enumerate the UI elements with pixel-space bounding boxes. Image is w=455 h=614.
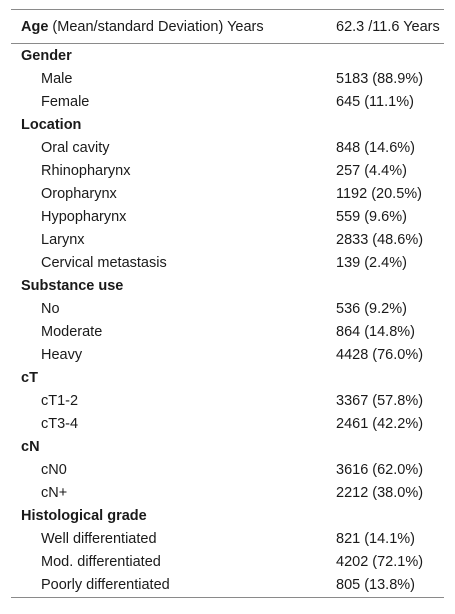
- table-body: [11, 44, 444, 598]
- row-label: Cervical metastasis: [41, 254, 167, 271]
- row-value: 139 (2.4%): [336, 254, 407, 271]
- row-value: 3616 (62.0%): [336, 461, 424, 478]
- row-value: 2212 (38.0%): [336, 484, 424, 501]
- section-row: [11, 504, 444, 527]
- row-label: Moderate: [41, 323, 103, 340]
- table-row: [11, 228, 444, 251]
- section-label: Gender: [21, 47, 72, 64]
- table-row: [11, 90, 444, 113]
- section-label: Histological grade: [21, 507, 147, 524]
- row-label: cN0: [41, 461, 67, 478]
- row-value: 5183 (88.9%): [336, 70, 424, 87]
- table-row: [11, 343, 444, 366]
- row-value: 2833 (48.6%): [336, 231, 424, 248]
- row-value: [331, 113, 444, 136]
- row-value: [331, 274, 444, 297]
- row-value: 4202 (72.1%): [336, 553, 424, 570]
- table-row: [11, 251, 444, 274]
- row-label: Female: [41, 93, 90, 110]
- table-row: [11, 573, 444, 598]
- table-row: [11, 320, 444, 343]
- row-value: 257 (4.4%): [336, 162, 407, 179]
- row-label: Larynx: [41, 231, 85, 248]
- row-value: [331, 504, 444, 527]
- row-label: Poorly differentiated: [11, 573, 331, 598]
- row-value: [331, 44, 444, 68]
- row-value: 864 (14.8%): [336, 323, 415, 340]
- row-value: [331, 435, 444, 458]
- section-label: Location: [21, 116, 82, 133]
- row-label: Mod. differentiated: [41, 553, 161, 570]
- section-row: [11, 113, 444, 136]
- row-value: 645 (11.1%): [336, 93, 414, 110]
- row-value: 536 (9.2%): [336, 300, 407, 317]
- section-row: [11, 435, 444, 458]
- section-label: Substance use: [21, 277, 124, 294]
- demographics-table-container: [11, 9, 444, 598]
- age-value-cell: 62.3 /11.6 Years: [331, 10, 444, 44]
- table-row: [11, 550, 444, 573]
- table-header: [11, 10, 444, 44]
- table-row: [11, 527, 444, 550]
- age-label-cell: [11, 10, 331, 44]
- row-label: cN+: [41, 484, 68, 501]
- section-row: [11, 44, 444, 68]
- age-label-rest: (Mean/standard Deviation) Years: [48, 18, 264, 35]
- table-row: [11, 458, 444, 481]
- row-label: No: [41, 300, 60, 317]
- row-label: Rhinopharynx: [41, 162, 131, 179]
- row-value: 848 (14.6%): [336, 139, 415, 156]
- section-label: cT: [21, 369, 38, 386]
- age-label-bold: Age: [21, 18, 49, 35]
- section-row: [11, 274, 444, 297]
- row-value: 4428 (76.0%): [336, 346, 424, 363]
- row-value: 3367 (57.8%): [336, 392, 424, 409]
- row-label: Well differentiated: [41, 530, 157, 547]
- table-row: [11, 481, 444, 504]
- row-label: Hypopharynx: [41, 208, 127, 225]
- demographics-table: [11, 9, 444, 598]
- table-row: [11, 159, 444, 182]
- table-row: [11, 297, 444, 320]
- row-value: 559 (9.6%): [336, 208, 407, 225]
- section-label: cN: [21, 438, 40, 455]
- row-label: cT1-2: [41, 392, 79, 409]
- section-row: [11, 366, 444, 389]
- row-label: Oral cavity: [41, 139, 110, 156]
- row-label: Male: [41, 70, 73, 87]
- row-label: Oropharynx: [41, 185, 117, 202]
- table-row: [11, 412, 444, 435]
- table-row: [11, 67, 444, 90]
- header-row: [11, 10, 444, 44]
- table-row: [11, 136, 444, 159]
- row-value: 805 (13.8%): [331, 573, 444, 598]
- row-label: Heavy: [41, 346, 83, 363]
- table-row: [11, 182, 444, 205]
- row-value: 821 (14.1%): [336, 530, 415, 547]
- table-row: [11, 389, 444, 412]
- row-value: [331, 366, 444, 389]
- row-value: 1192 (20.5%): [336, 185, 422, 202]
- table-row: [11, 205, 444, 228]
- row-value: 2461 (42.2%): [336, 415, 424, 432]
- row-label: cT3-4: [41, 415, 79, 432]
